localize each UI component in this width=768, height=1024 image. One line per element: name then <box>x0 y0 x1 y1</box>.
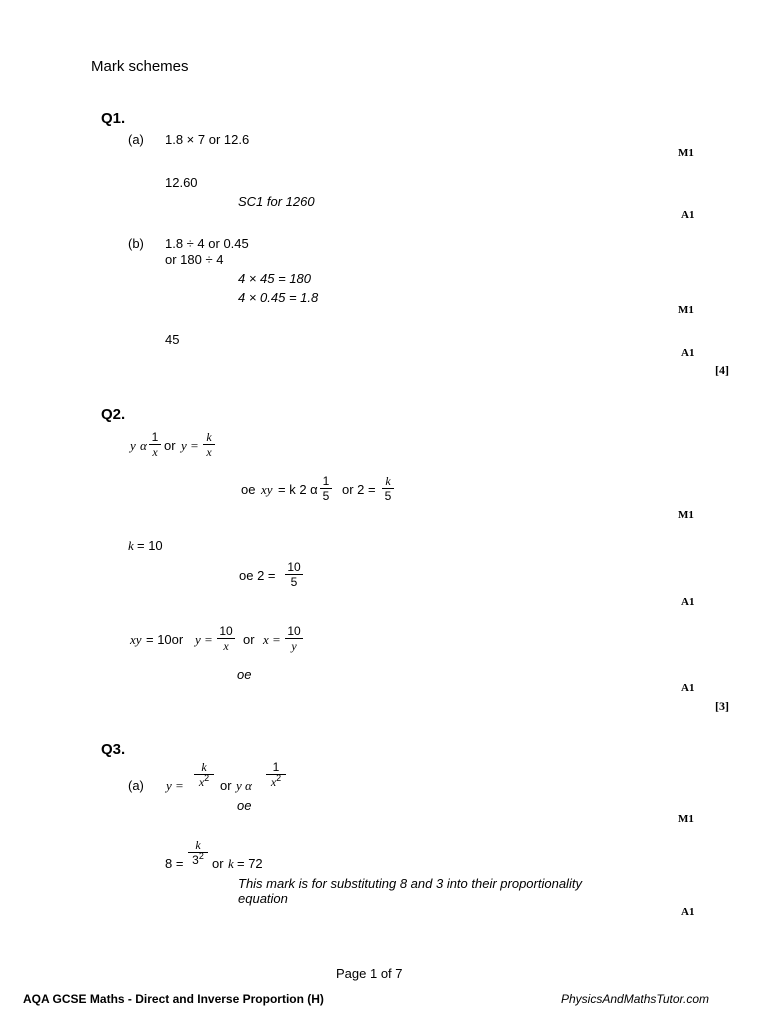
q3-part-a-label: (a) <box>128 778 144 793</box>
q2-ans-or: or <box>243 632 255 647</box>
q1-total: [4] <box>715 363 729 377</box>
q1-a-working: 1.8 × 7 or 12.6 <box>165 132 250 147</box>
q2-line1-y: y <box>130 438 136 453</box>
q2-line1-denominator-2: x <box>206 445 212 459</box>
q2-oe1-numerator-2: k <box>382 474 394 489</box>
question-2-label: Q2. <box>101 406 126 423</box>
q2-ans-xy: xy <box>130 632 142 647</box>
q3-a-oe: oe <box>237 798 252 813</box>
q2-ans-numerator-1: 10 <box>217 624 235 639</box>
q2-ans-x: x = <box>263 632 281 647</box>
q3-a-den2-exp: 2 <box>276 773 282 783</box>
q2-oe1-eq: = k 2 α <box>278 482 318 497</box>
q2-line1-fraction-2 <box>203 430 215 459</box>
question-3-label: Q3. <box>101 741 126 758</box>
q3-sub-value: = 72 <box>237 856 263 871</box>
q2-line1-fraction <box>149 430 161 459</box>
q3-sub-or: or <box>212 856 224 871</box>
q2-oe1-fraction-2 <box>382 474 394 503</box>
q2-oe1-prefix: oe <box>241 482 256 497</box>
q1-a-mark-a1: A1 <box>681 209 695 221</box>
q3-sub-numerator: k <box>188 838 208 853</box>
q2-oe2-fraction <box>285 560 303 589</box>
q1-a-answer: 12.60 <box>165 175 198 190</box>
q1-a-mark-m1: M1 <box>678 147 694 159</box>
q3-a-numerator: k <box>194 760 214 775</box>
q3-a-den-exp: 2 <box>204 773 210 783</box>
q1-b-answer: 45 <box>165 332 180 347</box>
q2-ans-numerator-2: 10 <box>285 624 303 639</box>
q3-a-fraction <box>194 760 214 789</box>
q2-ans-fraction-1 <box>217 624 235 653</box>
q3-sub-den-exp: 2 <box>198 851 204 861</box>
q2-oe1-xy: xy <box>261 482 273 497</box>
q2-k-value: = 10 <box>137 538 163 553</box>
q2-ans-fraction-2 <box>285 624 303 653</box>
q3-a-numerator-2: 1 <box>266 760 286 775</box>
q2-k-variable: k <box>128 538 134 553</box>
q3-a-denominator-2 <box>266 775 286 789</box>
q3-sub-denominator <box>188 853 208 867</box>
q2-mark-a1-2: A1 <box>681 682 695 694</box>
q2-line1-alpha: α <box>140 438 147 453</box>
q3-a-den-x: x <box>198 775 205 789</box>
q2-ans-rest: = 10or <box>146 632 184 647</box>
q3-sub-fraction <box>188 838 208 867</box>
q1-b-mark-a1: A1 <box>681 347 695 359</box>
q3-sub-k: k <box>228 856 234 871</box>
q3-note-1: This mark is for substituting 8 and 3 into their proportionality <box>238 876 582 891</box>
q2-oe2-denominator: 5 <box>290 575 298 589</box>
q3-a-fraction-2 <box>266 760 286 789</box>
q2-total: [3] <box>715 699 729 713</box>
q2-oe1-or: or 2 = <box>342 482 376 497</box>
q3-sub-8: 8 = <box>165 856 184 871</box>
q2-oe2-numerator: 10 <box>285 560 303 575</box>
q2-ans-denominator-1: x <box>223 639 229 653</box>
q2-line1-numerator-2: k <box>203 430 215 445</box>
question-1-label: Q1. <box>101 110 126 127</box>
q1-b-note-1: 4 × 45 = 180 <box>238 271 312 286</box>
q2-oe1-numerator: 1 <box>320 474 332 489</box>
q3-a-mark-m1: M1 <box>678 813 694 825</box>
footer-title: AQA GCSE Maths - Direct and Inverse Proportion (H) <box>23 992 324 1006</box>
q2-oe2-prefix: oe 2 = <box>239 568 276 583</box>
q2-mark-a1-1: A1 <box>681 596 695 608</box>
q3-a-denominator <box>194 775 214 789</box>
q2-oe1-denominator: 5 <box>322 489 330 503</box>
q1-a-note: SC1 for 1260 <box>238 194 315 209</box>
q2-line1-numerator: 1 <box>149 430 161 445</box>
q2-ans-denominator-2: y <box>291 639 297 653</box>
q3-sub-den-3: 3 <box>192 853 199 867</box>
q2-oe1-denominator-2: 5 <box>384 489 392 503</box>
q1-part-b-label: (b) <box>128 236 144 251</box>
q2-line1-or: or <box>164 438 176 453</box>
q2-ans-oe: oe <box>237 667 252 682</box>
q2-line1-y2: y = <box>181 438 199 453</box>
q1-b-mark-m1: M1 <box>678 304 694 316</box>
q1-b-note-2: 4 × 0.45 = 1.8 <box>238 290 319 305</box>
q2-line1-denominator: x <box>152 445 158 459</box>
page-number: Page 1 of 7 <box>336 966 403 981</box>
q1-b-working-2: or 180 ÷ 4 <box>165 252 224 267</box>
q1-part-a-label: (a) <box>128 132 144 147</box>
q3-a-den2-x: x <box>270 775 277 789</box>
q2-ans-y: y = <box>195 632 213 647</box>
footer-site: PhysicsAndMathsTutor.com <box>561 992 710 1006</box>
q1-b-working-1: 1.8 ÷ 4 or 0.45 <box>165 236 249 251</box>
q3-a-mark-a1: A1 <box>681 906 695 918</box>
q3-a-y: y = <box>166 778 184 793</box>
q2-mark-m1: M1 <box>678 509 694 521</box>
q3-note-2: equation <box>238 891 288 906</box>
page-title: Mark schemes <box>91 58 189 75</box>
q2-oe1-fraction <box>320 474 332 503</box>
q3-a-y2: y α <box>236 778 252 793</box>
q3-a-or: or <box>220 778 232 793</box>
